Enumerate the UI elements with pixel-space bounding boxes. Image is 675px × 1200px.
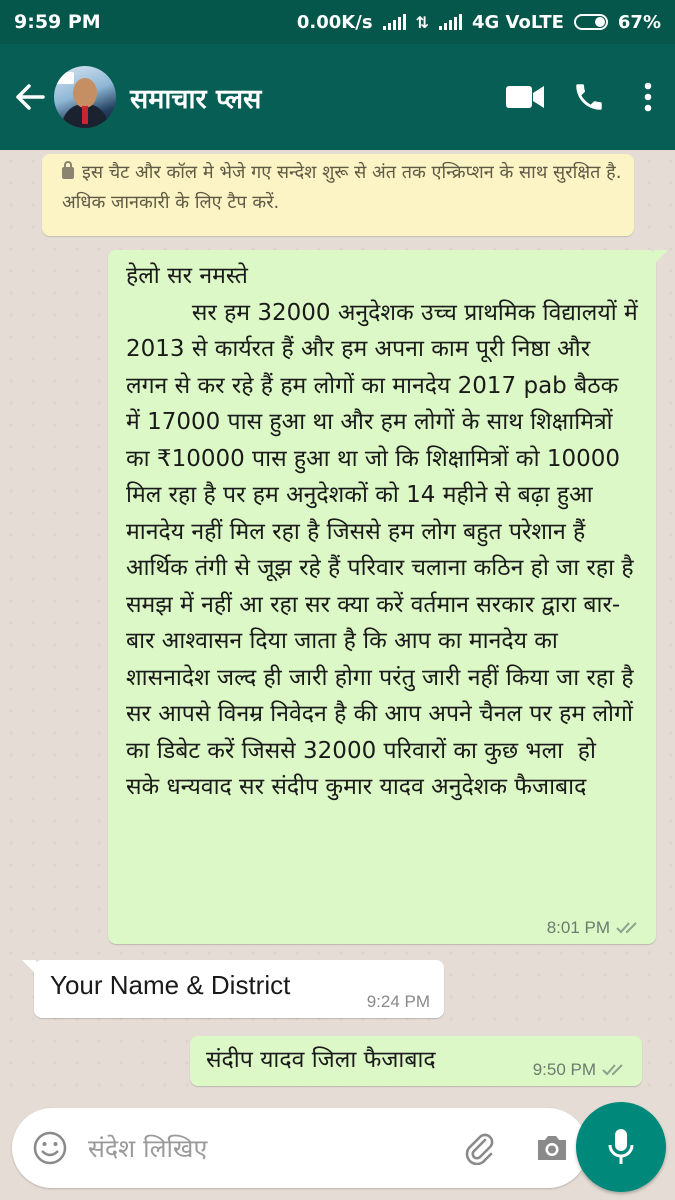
smiley-icon	[32, 1130, 68, 1166]
battery-toggle-icon	[574, 14, 608, 30]
more-options-button[interactable]	[621, 44, 675, 150]
attach-button[interactable]	[444, 1108, 516, 1188]
message-text: Your Name & District	[50, 970, 291, 1000]
battery-level: 67%	[617, 11, 661, 33]
message-meta	[367, 992, 430, 1012]
chat-header	[0, 44, 675, 150]
double-check-icon	[602, 1063, 628, 1077]
more-vertical-icon	[644, 82, 652, 112]
back-button[interactable]	[0, 44, 60, 150]
double-check-icon	[616, 921, 642, 935]
network-type: 4G VoLTE	[471, 11, 564, 33]
message-time: 8:01 PM	[546, 918, 610, 937]
message-meta	[547, 918, 642, 938]
camera-icon	[535, 1133, 569, 1163]
net-speed: 0.00K/s	[296, 11, 373, 33]
message-text: हेलो सर नमस्ते सर हम 32000 अनुदेशक उच्च प्राथमिक विद्यालयों में 2013 से कार्यरत हैं और हम अपना काम पूरी निष्ठा और लगन से कर रहे हैं हम लोगों का मानदेय 2017 pab बैठक में 17000 पास हुआ था और हम लोगों के साथ शिक्षामित्रों का ₹10000 पास हुआ था जो कि शिक्षामित्रों को 10000 मिल रहा है पर हम अनुदेशकों को 14 महीने से बढ़ा हुआ मानदेय नहीं मिल रहा है जिससे हम लोग बहुत परेशान हैं आर्थिक तंगी से जूझ रहे हैं परिवार चलाना कठिन हो जा रहा है समझ में नहीं आ रहा सर क्या करें वर्तमान सरकार द्वारा बार-बार आश्वासन दिया जाता है कि आप का मानदेय का शासनादेश जल्द ही जारी होगा परंतु जारी नहीं किया जा रहा है सर आपसे विनम्र निवेदन है की आप अपने चैनल पर हम लोगों का डिबेट करें जिससे 32000 परिवारों का कुछ भला हो सके धन्यवाद सर संदीप कुमार यादव अनुदेशक फैजाबाद	[126, 263, 638, 800]
encryption-notice[interactable]	[42, 154, 634, 236]
encryption-notice-text: इस चैट और कॉल मे भेजे गए सन्देश शुरू से अंत तक एन्क्रिप्शन के साथ सुरक्षित है. अधिक जानकारी के लिए टैप करें.	[62, 162, 622, 213]
message-bubble[interactable]	[34, 960, 444, 1018]
signal-icon	[383, 14, 406, 30]
message-meta	[533, 1060, 628, 1080]
contact-name[interactable]: समाचार प्लस	[130, 83, 262, 115]
microphone-icon	[608, 1128, 634, 1166]
voice-call-button[interactable]	[557, 44, 621, 150]
chat-area[interactable]	[0, 150, 675, 1100]
message-composer	[12, 1108, 588, 1188]
contact-avatar[interactable]	[54, 66, 116, 128]
emoji-button[interactable]	[12, 1108, 88, 1188]
message-time: 9:24 PM	[366, 992, 430, 1011]
signal-icon	[439, 14, 462, 30]
message-bubble[interactable]	[108, 250, 656, 944]
status-bar	[0, 0, 675, 44]
arrow-left-icon	[15, 84, 45, 110]
paperclip-icon	[465, 1131, 495, 1165]
message-input[interactable]: संदेश लिखिए	[88, 1134, 208, 1163]
status-time: 9:59 PM	[14, 11, 101, 33]
lock-icon	[62, 167, 74, 179]
data-arrows-icon: ⇅	[415, 12, 429, 32]
video-camera-icon	[505, 84, 545, 110]
message-time: 9:50 PM	[532, 1060, 596, 1079]
video-call-button[interactable]	[493, 44, 557, 150]
message-bubble[interactable]	[190, 1036, 642, 1086]
message-text: संदीप यादव जिला फैजाबाद	[206, 1047, 436, 1073]
phone-icon	[572, 80, 606, 114]
voice-record-button[interactable]	[576, 1102, 666, 1192]
